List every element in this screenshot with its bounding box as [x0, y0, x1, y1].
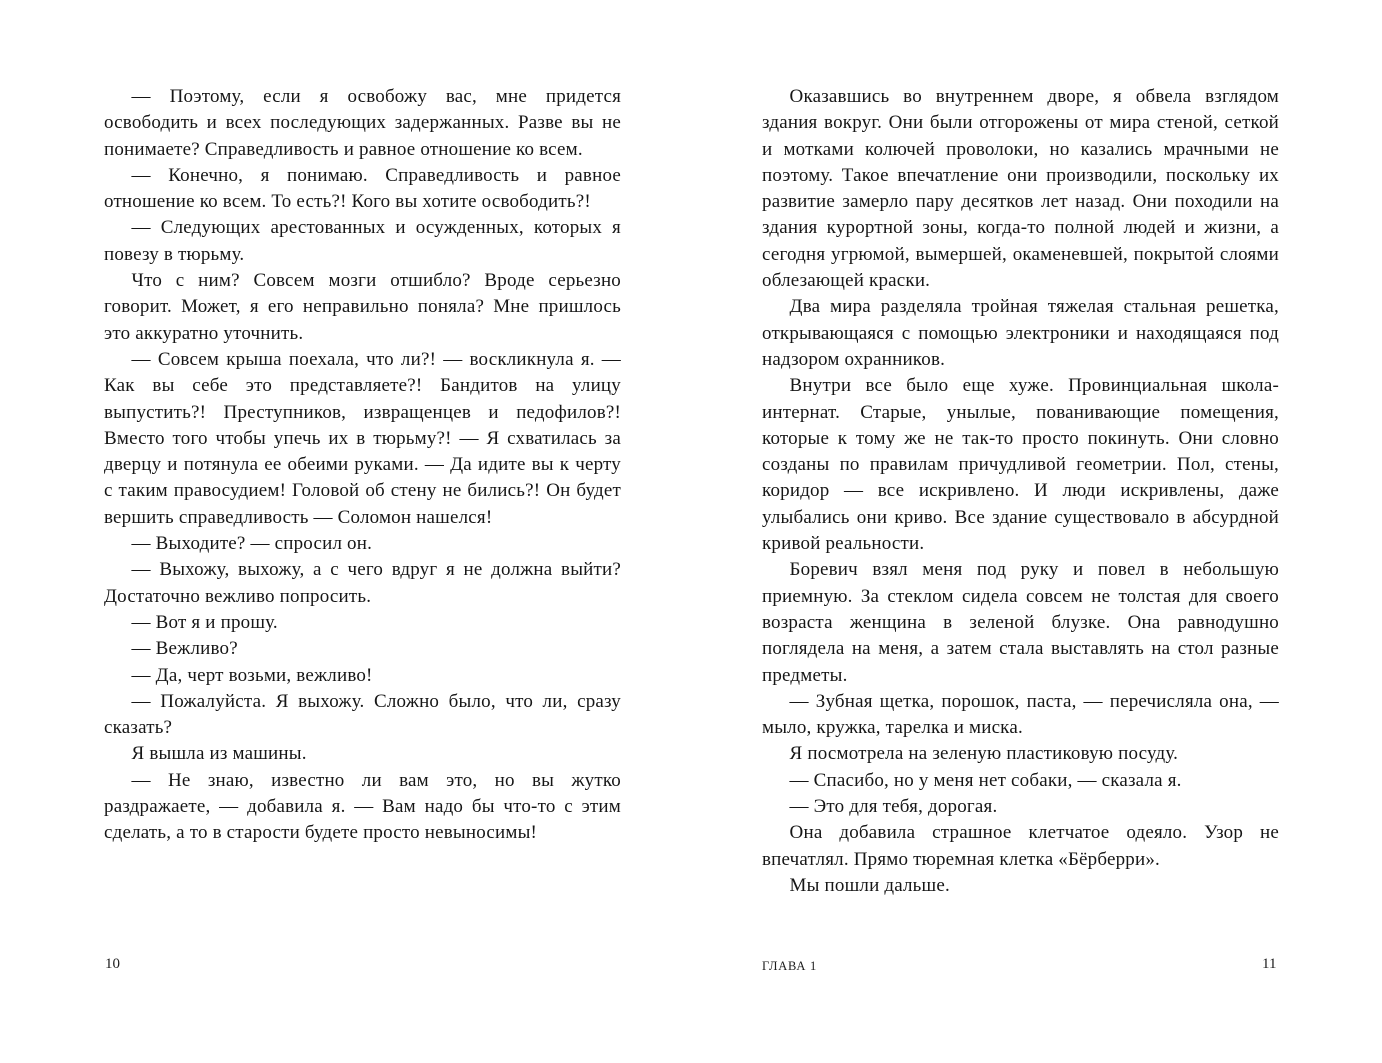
paragraph: Два мира разделяла тройная тяжелая стальная решетка, открывающаяся с помощью электроники и находящаяся под надзором охранников. — [762, 296, 1279, 370]
page-left-text — [104, 84, 621, 847]
paragraph: — Вот я и прошу. — [131, 611, 278, 633]
chapter-running-footer: ГЛАВА 1 — [762, 959, 817, 973]
paragraph: — Зубная щетка, порошок, паста, — перечисляла она, — мыло, кружка, тарелка и миска. — [762, 690, 1279, 739]
paragraph: — Выхожу, выхожу, а с чего вдруг я не должна выйти? Достаточно вежливо попросить. — [104, 559, 621, 607]
paragraph: Мы пошли дальше. — [789, 874, 950, 896]
paragraph: Что с ним? Совсем мозги отшибло? Вроде серьезно говорит. Может, я его неправильно поняла? Мне пришлось это аккуратно уточнить. — [104, 270, 621, 344]
paragraph: Она добавила страшное клетчатое одеяло. Узор не впечатлял. Прямо тюремная клетка «Бёрберри». — [762, 822, 1279, 870]
paragraph: — Да, черт возьми, вежливо! — [131, 664, 373, 686]
paragraph: — Это для тебя, дорогая. — [789, 796, 998, 818]
paragraph: Я вышла из машины. — [131, 743, 307, 765]
paragraph: Я посмотрела на зеленую пластиковую посуду. — [789, 743, 1179, 765]
paragraph: Оказавшись во внутреннем дворе, я обвела взглядом здания вокруг. Они были отгорожены от мира стеной, сеткой и мотками колючей проволоки, но казались мрачными не поэтому. Такое впечатление они производили, поскольку их развитие замерло пару десятков лет назад. Они походили на здания курортной зоны, когда-то полной людей и жизни, а сегодня угрюмой, вымершей, окаменевшей, покрытой слоями облезающей краски. — [762, 86, 1279, 292]
paragraph: — Конечно, я понимаю. Справедливость и равное отношение ко всем. То есть?! Кого вы хотите освободить?! — [104, 164, 621, 213]
paragraph: Боревич взял меня под руку и повел в небольшую приемную. За стеклом сидела совсем не толстая для своего возраста женщина в зеленой блузке. Она равнодушно поглядела на меня, а затем стала выставлять на стол разные предметы. — [762, 559, 1279, 686]
paragraph: — Совсем крыша поехала, что ли?! — воскликнула я. — Как вы себе это представляете?! Бандитов на улицу выпустить?! Преступников, извращенцев и педофилов?! Вместо того чтобы упечь их в тюрьму?! — Я схватилась за дверцу и потянула ее обеими руками. — Да идите вы к черту с таким правосудием! Головой об стену не бились?! Он будет вершить справедливость — Соломон нашелся! — [104, 348, 621, 528]
paragraph: Внутри все было еще хуже. Провинциальная школа-интернат. Старые, унылые, пованивающие помещения, которые к тому же не так-то просто покинуть. Они словно созданы по правилам причудливой геометрии. Пол, стены, коридор — все искривлено. И люди искривлены, даже улыбались они криво. Все здание существовало в абсурдной кривой реальности. — [762, 375, 1279, 555]
paragraph: — Не знаю, известно ли вам это, но вы жутко раздражаете, — добавила я. — Вам надо бы что-то с этим сделать, а то в старости будете просто невыносимы! — [104, 769, 621, 844]
page-number-left: 10 — [105, 956, 120, 972]
paragraph: — Следующих арестованных и осужденных, которых я повезу в тюрьму. — [104, 217, 621, 265]
paragraph: — Выходите? — спросил он. — [131, 533, 373, 555]
paragraph: — Поэтому, если я освобожу вас, мне придется освободить и всех последующих задержанных. Разве вы не понимаете? Справедливость и равное отношение ко всем. — [104, 86, 621, 160]
paragraph: — Пожалуйста. Я выхожу. Сложно было, что ли, сразу сказать? — [104, 690, 621, 739]
page-number-right: 11 — [1262, 956, 1277, 972]
paragraph: — Спасибо, но у меня нет собаки, — сказала я. — [789, 769, 1182, 791]
paragraph: — Вежливо? — [131, 638, 238, 660]
page-right-text — [762, 84, 1279, 899]
